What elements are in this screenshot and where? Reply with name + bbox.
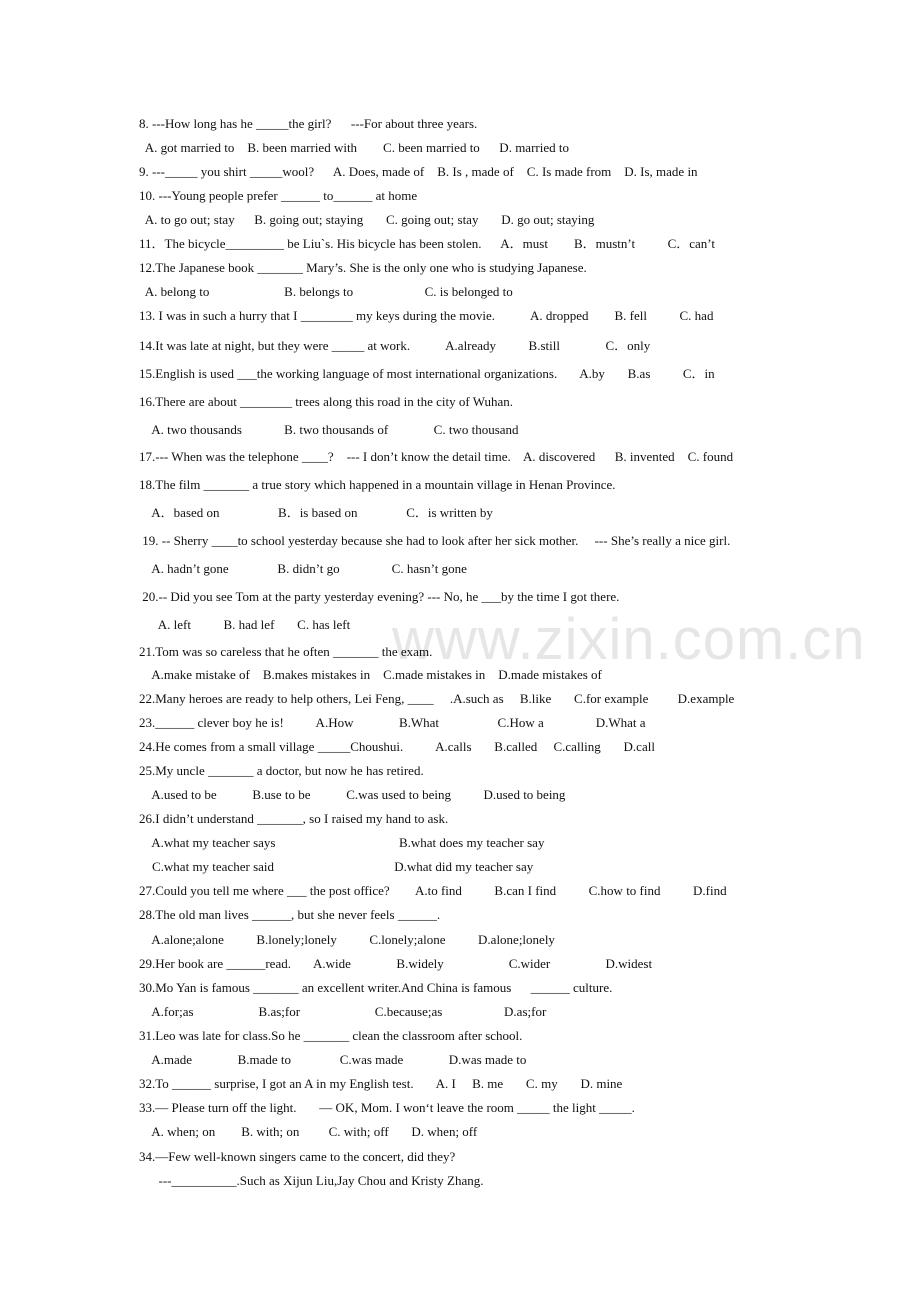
question-9: 9. ---_____ you shirt _____wool? A. Does, made of B. Is , made of C. Is made from D. Is, made in xyxy=(139,164,698,179)
question-33: 33.— Please turn off the light. — OK, Mom. I won‘t leave the room _____ the light _____. xyxy=(139,1100,635,1115)
question-19-options: A. hadn’t gone B. didn’t go C. hasn’t gone xyxy=(139,561,467,576)
question-25: 25.My uncle _______ a doctor, but now he has retired. xyxy=(139,763,424,778)
question-16: 16.There are about ________ trees along this road in the city of Wuhan. xyxy=(139,394,513,409)
question-18-options: A．based on B．is based on C．is written by xyxy=(139,505,493,520)
question-22: 22.Many heroes are ready to help others, Lei Feng, ____ .A.such as B.like C.for example D.example xyxy=(139,691,735,706)
question-26-options-ab: A.what my teacher says B.what does my teacher say xyxy=(139,835,545,850)
question-23: 23.______ clever boy he is! A.How B.What C.How a D.What a xyxy=(139,715,646,730)
question-30: 30.Mo Yan is famous _______ an excellent writer.And China is famous ______ culture. xyxy=(139,980,613,995)
question-13: 13. I was in such a hurry that I ________ my keys during the movie. A. dropped B. fell C. had xyxy=(139,308,714,323)
question-8: 8. ---How long has he _____the girl? ---For about three years. xyxy=(139,116,478,131)
question-26: 26.I didn’t understand _______, so I raised my hand to ask. xyxy=(139,811,449,826)
question-31-options: A.made B.made to C.was made D.was made to xyxy=(139,1052,527,1067)
question-27: 27.Could you tell me where ___ the post office? A.to find B.can I find C.how to find D.find xyxy=(139,883,727,898)
question-30-options: A.for;as B.as;for C.because;as D.as;for xyxy=(139,1004,547,1019)
question-20-options: A. left B. had lef C. has left xyxy=(139,617,351,632)
question-34: 34.—Few well-known singers came to the concert, did they? xyxy=(139,1149,456,1164)
question-16-options: A. two thousands B. two thousands of C. two thousand xyxy=(139,422,519,437)
question-8-options: A. got married to B. been married with C. been married to D. married to xyxy=(139,140,569,155)
question-33-options: A. when; on B. with; on C. with; off D. when; off xyxy=(139,1124,478,1139)
question-29: 29.Her book are ______read. A.wide B.widely C.wider D.widest xyxy=(139,956,653,971)
question-26-options-cd: C.what my teacher said D.what did my teacher say xyxy=(139,859,534,874)
question-18: 18.The film _______ a true story which happened in a mountain village in Henan Province. xyxy=(139,477,616,492)
question-34-answer: ---__________.Such as Xijun Liu,Jay Chou and Kristy Zhang. xyxy=(139,1173,484,1188)
question-28-options: A.alone;alone B.lonely;lonely C.lonely;alone D.alone;lonely xyxy=(139,932,555,947)
watermark: www.zixin.com.cn xyxy=(392,607,866,672)
question-28: 28.The old man lives ______, but she never feels ______. xyxy=(139,907,441,922)
question-21-options: A.make mistake of B.makes mistakes in C.made mistakes in D.made mistakes of xyxy=(139,667,602,682)
question-20: 20.-- Did you see Tom at the party yesterday evening? --- No, he ___by the time I got there. xyxy=(139,589,620,604)
question-17: 17.--- When was the telephone ____? --- I don’t know the detail time. A. discovered B. invented C. found xyxy=(139,449,734,464)
question-10: 10. ---Young people prefer ______ to______ at home xyxy=(139,188,418,203)
question-10-options: A. to go out; stay B. going out; staying C. going out; stay D. go out; staying xyxy=(139,212,595,227)
question-31: 31.Leo was late for class.So he _______ clean the classroom after school. xyxy=(139,1028,523,1043)
question-25-options: A.used to be B.use to be C.was used to being D.used to being xyxy=(139,787,566,802)
question-32: 32.To ______ surprise, I got an A in my English test. A. I B. me C. my D. mine xyxy=(139,1076,623,1091)
question-15: 15.English is used ___the working language of most international organizations. A.by B.as C．in xyxy=(139,366,715,381)
question-12: 12.The Japanese book _______ Mary’s. She is the only one who is studying Japanese. xyxy=(139,260,587,275)
question-12-options: A. belong to B. belongs to C. is belonged to xyxy=(139,284,513,299)
question-11: 11．The bicycle_________ be Liu`s. His bicycle has been stolen. A．must B．mustn’t C．can’t xyxy=(139,236,716,251)
question-21: 21.Tom was so careless that he often _______ the exam. xyxy=(139,644,433,659)
question-24: 24.He comes from a small village _____Choushui. A.calls B.called C.calling D.call xyxy=(139,739,655,754)
question-14: 14.It was late at night, but they were _____ at work. A.already B.still C．only xyxy=(139,338,651,353)
question-19: 19. -- Sherry ____to school yesterday because she had to look after her sick mother. --- She’s really a nice girl. xyxy=(139,533,731,548)
